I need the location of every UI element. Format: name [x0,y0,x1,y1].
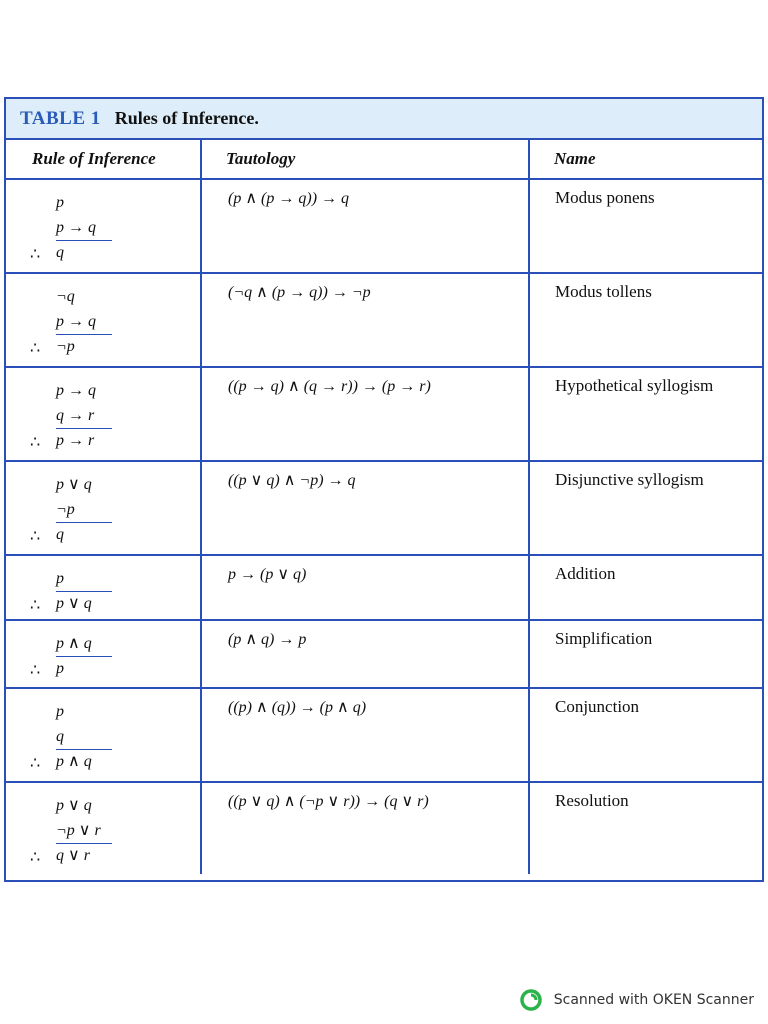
oken-scanner-logo-icon [520,989,542,1011]
tautology: ((p → q) ∧ (q → r)) → (p → r) [228,378,431,395]
premise: p → q [56,382,96,399]
rule-cell [6,367,201,461]
tautology: (¬q ∧ (p → q)) → ¬p [228,284,371,301]
conclusion: p ∨ q [56,591,112,614]
name-cell [529,179,762,273]
tautology-cell [201,782,529,874]
tautology: ((p ∨ q) ∧ ¬p) → q [228,472,356,489]
header-name: Name [529,140,762,179]
rule-cell [6,782,201,874]
rule-name: Simplification [555,629,653,648]
therefore-symbol: ∴ [30,597,41,614]
premise: p ∧ q [56,635,92,652]
name-cell [529,461,762,555]
rules-of-inference-table [4,97,764,882]
therefore-symbol: ∴ [30,434,41,451]
therefore-symbol: ∴ [30,849,41,866]
premise: ¬q [56,288,75,305]
scanner-watermark-text: Scanned with OKEN Scanner [553,992,754,1008]
tautology-cell [201,620,529,688]
premise: p [56,194,64,211]
premise: ¬p [56,501,75,518]
tautology: (p ∧ (p → q)) → q [228,190,350,207]
table-row [6,273,762,367]
rule-cell [6,461,201,555]
tautology-cell [201,367,529,461]
therefore-symbol: ∴ [30,755,41,772]
rule-cell [6,179,201,273]
therefore-symbol: ∴ [30,662,41,679]
premise: p [56,570,64,587]
conclusion: q ∨ r [56,843,112,866]
table-row [6,620,762,688]
name-cell [529,555,762,620]
inference-table [6,140,762,874]
table-row [6,555,762,620]
tautology: ((p) ∧ (q)) → (p ∧ q) [228,699,367,716]
tautology-cell [201,179,529,273]
table-row [6,461,762,555]
rule-name: Disjunctive syllogism [555,470,704,489]
premise: q [56,728,64,745]
rule-name: Modus ponens [555,188,655,207]
header-tautology: Tautology [201,140,529,179]
name-cell [529,782,762,874]
table-row [6,782,762,874]
rule-cell [6,555,201,620]
rule-cell [6,273,201,367]
conclusion: q [56,240,112,263]
table-row [6,179,762,273]
therefore-symbol: ∴ [30,246,41,263]
table-label: TABLE 1 [20,107,101,129]
tautology-cell [201,555,529,620]
scanner-watermark [520,989,754,1011]
tautology-cell [201,273,529,367]
therefore-symbol: ∴ [30,340,41,357]
rule-name: Resolution [555,791,629,810]
table-caption [6,99,762,140]
rule-name: Hypothetical syllogism [555,376,714,395]
table-title: Rules of Inference. [114,108,259,128]
tautology-cell [201,688,529,782]
rule-cell [6,620,201,688]
tautology: (p ∧ q) → p [228,631,307,648]
conclusion: p [56,656,112,679]
tautology: ((p ∨ q) ∧ (¬p ∨ r)) → (q ∨ r) [228,793,429,810]
name-cell [529,620,762,688]
premise: p [56,703,64,720]
name-cell [529,367,762,461]
rule-name: Conjunction [555,697,640,716]
table-row [6,688,762,782]
premise: q → r [56,407,95,424]
name-cell [529,688,762,782]
table-row [6,367,762,461]
header-rule-of-inference: Rule of Inference [6,140,201,179]
premise: p → q [56,219,96,236]
rule-cell [6,688,201,782]
rule-name: Modus tollens [555,282,652,301]
conclusion: ¬p [56,334,112,357]
premise: p ∨ q [56,476,92,493]
premise: p ∨ q [56,797,92,814]
conclusion: p ∧ q [56,749,112,772]
conclusion: q [56,522,112,545]
conclusion: p → r [56,428,112,451]
premise: ¬p ∨ r [56,822,101,839]
name-cell [529,273,762,367]
rule-name: Addition [555,564,616,583]
therefore-symbol: ∴ [30,528,41,545]
tautology: p → (p ∨ q) [228,566,307,583]
header-row [6,140,762,179]
premise: p → q [56,313,96,330]
tautology-cell [201,461,529,555]
